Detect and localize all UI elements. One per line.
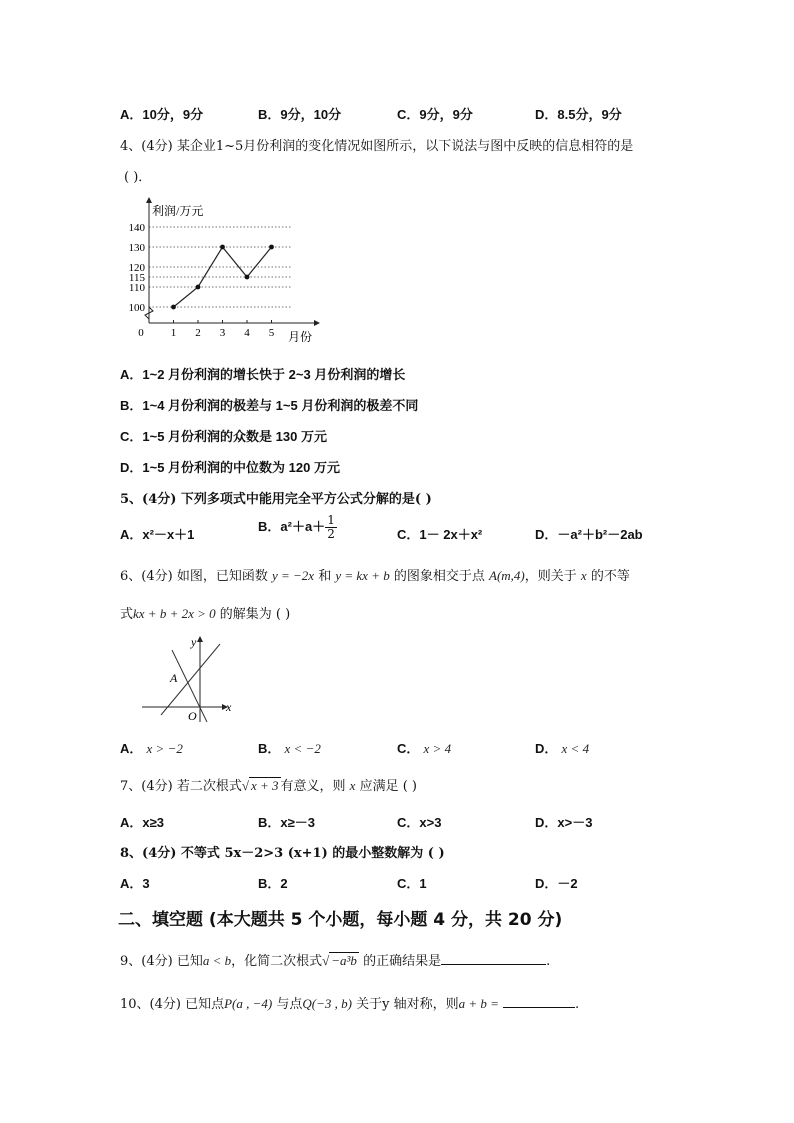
q6-option-b: B． x < −2 bbox=[258, 741, 321, 756]
section-heading-fill-in: 二、填空题 (本大题共 5 个小题，每小题 4 分，共 20 分) bbox=[118, 910, 563, 930]
q7-option-c: C．x>3 bbox=[397, 815, 442, 830]
q6-label-a: A bbox=[170, 671, 178, 685]
q4-line-chart bbox=[112, 196, 327, 346]
q3-option-a: A．10分，9分 bbox=[120, 107, 204, 122]
q4-option-c: C．1~5 月份利润的众数是 130 万元 bbox=[120, 429, 327, 444]
q4-option-d: D．1~5 月份利润的中位数为 120 万元 bbox=[120, 460, 340, 475]
q4-stem: 4、(4分) 某企业1~5月份利润的变化情况如图所示，以下说法与图中反映的信息相符的是 bbox=[120, 139, 634, 154]
chart-data-point bbox=[196, 285, 201, 290]
chart-x-tick-label: 5 bbox=[268, 327, 275, 339]
chart-x-tick-label: 3 bbox=[219, 327, 226, 339]
chart-y-tick-label: 110 bbox=[128, 282, 145, 294]
q7-option-a: A．x≥3 bbox=[120, 815, 164, 830]
q6-stem-line2: 式kx + b + 2x > 0 的解集为 ( ) bbox=[120, 606, 291, 622]
q6-y-arrow bbox=[197, 636, 203, 642]
chart-y-tick-label: 120 bbox=[128, 262, 145, 274]
q6-figure bbox=[136, 630, 246, 725]
chart-y-arrow bbox=[146, 197, 152, 203]
q6-stem-line1: 6、(4分) 如图，已知函数 y = −2x 和 y = kx + b 的图象相交于点 A(m,4)，则关于 x 的不等 bbox=[120, 568, 630, 584]
q5-stem: 5、(4分) 下列多项式中能用完全平方公式分解的是( ) bbox=[120, 492, 432, 507]
q8-option-c: C．1 bbox=[397, 876, 427, 891]
q6-option-a: A． x > −2 bbox=[120, 741, 183, 756]
q5-option-b: B．a²＋a＋ $\frac{1}{2}$ bbox=[258, 513, 335, 541]
chart-grid bbox=[149, 227, 292, 307]
q3-option-b: B．9分，10分 bbox=[258, 107, 342, 122]
q9-radical: −a³b bbox=[331, 953, 357, 968]
q4-paren: ( )． bbox=[124, 170, 152, 185]
chart-x-tick-label: 2 bbox=[195, 327, 201, 339]
q6-label-x: x bbox=[226, 700, 232, 714]
q6-option-d: D． x < 4 bbox=[535, 741, 590, 756]
chart-xlabel: 月份 bbox=[288, 330, 313, 344]
q7-radical: x + 3 bbox=[250, 778, 279, 793]
q7-option-b: B．x≥－3 bbox=[258, 815, 315, 830]
q9-answer-blank[interactable] bbox=[441, 952, 546, 965]
chart-x-arrow bbox=[314, 320, 320, 326]
q8-option-a: A．3 bbox=[120, 876, 150, 891]
q10-stem: 10、(4分) 已知点P(a , −4) 与点Q(−3 , b) 关于y 轴对称，则a + b = . bbox=[120, 996, 580, 1012]
chart-y-tick-label: 130 bbox=[128, 242, 145, 254]
chart-x-tick-label: 4 bbox=[244, 327, 250, 339]
chart-x-tick-label: 0 bbox=[138, 327, 144, 339]
q6-label-o: O bbox=[188, 709, 197, 723]
chart-y-tick-label: 115 bbox=[128, 272, 145, 284]
q10-answer-blank[interactable] bbox=[503, 995, 575, 1008]
q8-option-b: B．2 bbox=[258, 876, 288, 891]
chart-ylabel: 利润/万元 bbox=[152, 204, 204, 218]
q7-stem: 7、(4分) 若二次根式√ x + 3 有意义，则 x 应满足 ( ) bbox=[120, 778, 418, 794]
q3-option-c: C．9分，9分 bbox=[397, 107, 473, 122]
chart-y-tick-label: 100 bbox=[128, 302, 145, 314]
q3-option-d: D．8.5分，9分 bbox=[535, 107, 622, 122]
chart-data-point bbox=[171, 305, 176, 310]
q4-option-b: B．1~4 月份利润的极差与 1~5 月份利润的极差不同 bbox=[120, 398, 419, 413]
chart-data-point bbox=[269, 245, 274, 250]
q5-option-a: A．x²－x＋1 bbox=[120, 527, 195, 542]
q5-option-c: C．1－ 2x＋x² bbox=[397, 527, 483, 542]
q6-option-c: C． x > 4 bbox=[397, 741, 452, 756]
q5-option-d: D．－a²＋b²－2ab bbox=[535, 527, 643, 542]
q8-stem: 8、(4分) 不等式 5x－2>3 (x+1) 的最小整数解为 ( ) bbox=[120, 846, 445, 861]
chart-data-point bbox=[220, 245, 225, 250]
chart-x-tick-label: 1 bbox=[170, 327, 177, 339]
chart-data-point bbox=[245, 275, 250, 280]
q8-option-d: D．－2 bbox=[535, 876, 578, 891]
q7-option-d: D．x>－3 bbox=[535, 815, 593, 830]
q9-stem: 9、(4分) 已知a < b，化简二次根式√ −a³b 的正确结果是 . bbox=[120, 953, 551, 969]
q5-fraction: $\frac{1}{2}$ bbox=[327, 513, 335, 541]
chart-y-tick-label: 140 bbox=[128, 222, 145, 234]
q4-option-a: A．1~2 月份利润的增长快于 2~3 月份利润的增长 bbox=[120, 367, 406, 382]
q6-label-y: y bbox=[191, 635, 197, 649]
